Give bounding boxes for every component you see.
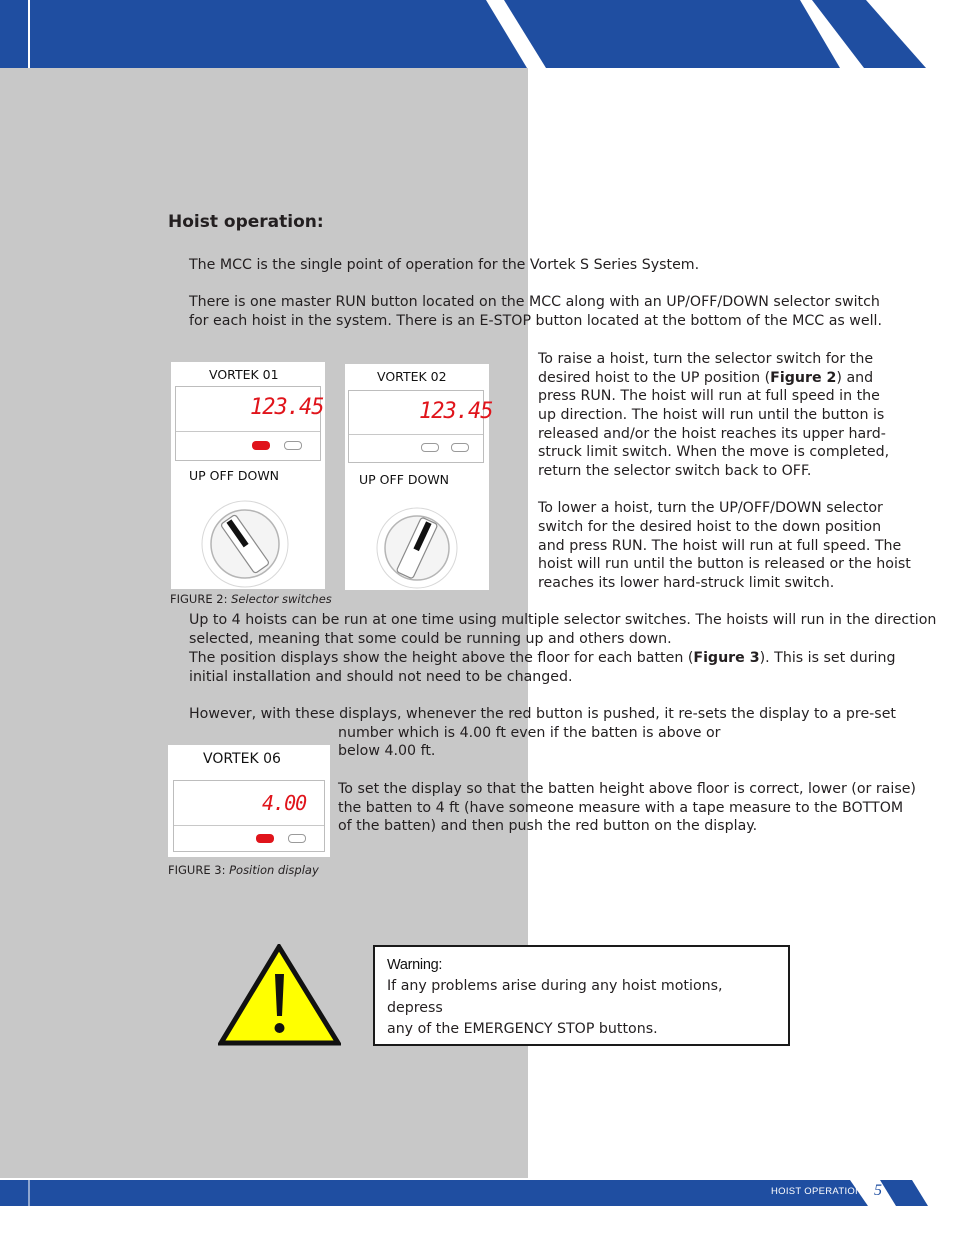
raise-line-7: return the selector switch back to OFF.	[538, 463, 812, 479]
display-reading: 123.45	[250, 395, 324, 420]
set-line-3: of the batten) and then push the red button on the display.	[338, 818, 758, 834]
figure-2-caption: FIGURE 2: Selector switches	[170, 592, 332, 606]
figure-3-caption: FIGURE 3: Position display	[168, 863, 319, 877]
selector-switch-knob-icon[interactable]	[369, 502, 465, 590]
reset-button-red[interactable]	[252, 441, 270, 450]
selector-switch-knob-icon[interactable]	[197, 498, 293, 588]
position-display	[173, 780, 325, 852]
selector-positions-label: UP OFF DOWN	[189, 468, 280, 483]
multi-hoist-line-2: selected, meaning that some could be running up and others down.	[189, 631, 672, 647]
indicator-button[interactable]	[284, 441, 302, 450]
vortek-01-selector-panel	[171, 362, 325, 589]
warning-title: Warning:	[387, 957, 443, 973]
selector-positions-label: UP OFF DOWN	[359, 472, 450, 487]
multi-hoist-line-1: Up to 4 hoists can be run at one time using multiple selector switches. The hoists will run in the direction	[189, 612, 937, 628]
position-display	[175, 386, 324, 461]
device-label: VORTEK 06	[203, 751, 281, 767]
raise-line-2: desired hoist to the UP position (Figure 2) and	[538, 370, 874, 386]
reset-line-1: However, with these displays, whenever the red button is pushed, it re-sets the display to a pre-set	[189, 706, 896, 722]
position-line-2: initial installation and should not need to be changed.	[189, 669, 573, 685]
indicator-button[interactable]	[451, 443, 469, 452]
footer-section-label: HOIST OPERATION	[771, 1186, 863, 1197]
reset-button[interactable]	[421, 443, 439, 452]
raise-line-1: To raise a hoist, turn the selector switch for the	[538, 351, 874, 367]
warning-body: If any problems arise during any hoist motions, depress any of the EMERGENCY STOP buttons.	[387, 978, 723, 1037]
display-divider	[349, 434, 483, 435]
reset-button-red[interactable]	[256, 834, 274, 843]
raise-line-4: up direction. The hoist will run until the button is	[538, 407, 885, 423]
reset-line-2: number which is 4.00 ft even if the batten is above or	[338, 725, 721, 741]
figure-3-reference: Figure 3	[693, 650, 760, 666]
run-button-line-1: There is one master RUN button located on the MCC along with an UP/OFF/DOWN selector switch	[189, 294, 880, 310]
figure-2-reference: Figure 2	[770, 370, 837, 386]
lower-line-3: and press RUN. The hoist will run at full speed. The	[538, 538, 902, 554]
page-number: 5	[874, 1182, 882, 1199]
warning-triangle-icon	[218, 944, 341, 1046]
display-reading: 123.45	[419, 399, 493, 424]
reset-line-3: below 4.00 ft.	[338, 743, 436, 759]
raise-line-5: released and/or the hoist reaches its upper hard-	[538, 426, 886, 442]
raise-line-6: struck limit switch. When the move is completed,	[538, 444, 890, 460]
vortek-06-position-display	[168, 745, 330, 857]
position-line-1: The position displays show the height above the floor for each batten (Figure 3). This is set during	[189, 650, 896, 666]
display-divider	[174, 825, 324, 826]
vortek-02-selector-panel	[345, 364, 493, 590]
lower-line-1: To lower a hoist, turn the UP/OFF/DOWN selector	[538, 500, 883, 516]
warning-box	[373, 945, 790, 1046]
lower-line-4: hoist will run until the button is released or the hoist	[538, 556, 911, 572]
raise-line-3: press RUN. The hoist will run at full speed in the	[538, 388, 880, 404]
header-bar	[0, 0, 954, 68]
display-reading: 4.00	[262, 791, 307, 815]
run-button-line-2: for each hoist in the system. There is an E-STOP button located at the bottom of the MCC as well.	[189, 313, 883, 329]
lower-line-2: switch for the desired hoist to the down position	[538, 519, 882, 535]
set-line-1: To set the display so that the batten height above floor is correct, lower (or raise)	[338, 781, 916, 797]
position-display	[348, 390, 493, 463]
set-line-2: the batten to 4 ft (have someone measure with a tape measure to the BOTTOM	[338, 800, 904, 816]
device-label: VORTEK 02	[377, 369, 447, 384]
lower-line-5: reaches its lower hard-struck limit switch.	[538, 575, 835, 591]
intro-paragraph: The MCC is the single point of operation for the Vortek S Series System.	[189, 257, 700, 273]
device-label: VORTEK 01	[209, 367, 279, 382]
display-divider	[176, 431, 320, 432]
section-heading: Hoist operation:	[168, 212, 324, 232]
indicator-button[interactable]	[288, 834, 306, 843]
